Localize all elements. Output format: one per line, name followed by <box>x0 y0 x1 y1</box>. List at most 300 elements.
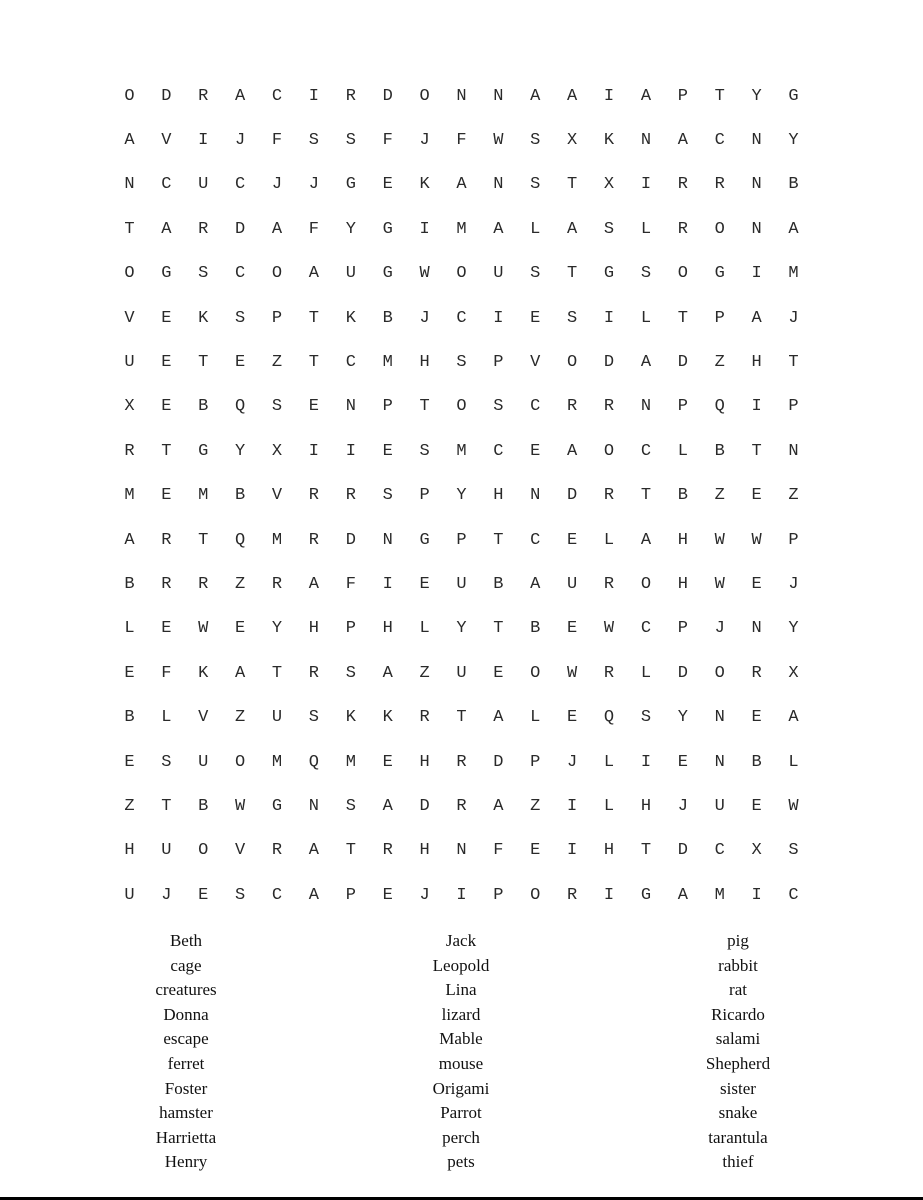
letter-cell: E <box>567 708 578 728</box>
letter-cell: K <box>419 175 430 195</box>
letter-cell: H <box>419 752 430 772</box>
letter-cell: B <box>382 308 393 328</box>
letter-cell: R <box>603 486 615 506</box>
letter-cell: Y <box>345 219 356 239</box>
letter-cell: R <box>567 397 578 417</box>
letter-cell: W <box>714 530 725 550</box>
letter-cell: D <box>419 796 430 816</box>
letter-cell: E <box>530 841 541 861</box>
letter-cell: T <box>198 353 209 373</box>
letter-cell: O <box>677 264 688 284</box>
letter-cell: X <box>603 175 615 195</box>
letter-cell: L <box>603 796 615 816</box>
letter-cell: W <box>714 574 725 594</box>
letter-cell: C <box>235 175 246 195</box>
letter-cell: S <box>198 264 209 284</box>
letter-cell: R <box>198 219 209 239</box>
letter-cell: N <box>640 397 652 417</box>
letter-cell: Q <box>235 397 246 417</box>
letter-cell: E <box>198 885 209 905</box>
letter-cell: O <box>640 574 652 594</box>
letter-cell: U <box>714 796 725 816</box>
letter-cell: N <box>530 486 541 506</box>
letter-cell: Y <box>788 619 799 639</box>
letter-cell: U <box>271 708 283 728</box>
word-list-item: mouse <box>438 1053 484 1073</box>
letter-cell: L <box>530 219 541 239</box>
letter-cell: T <box>456 708 467 728</box>
letter-cell: R <box>308 530 319 550</box>
letter-cell: A <box>640 353 652 373</box>
letter-cell: E <box>382 175 393 195</box>
letter-cell: I <box>345 441 356 461</box>
letter-cell: E <box>751 574 762 594</box>
letter-cell: C <box>493 441 504 461</box>
letter-cell: S <box>567 308 578 328</box>
letter-cell: V <box>198 708 209 728</box>
letter-cell: R <box>271 841 283 861</box>
letter-cell: R <box>714 175 725 195</box>
letter-cell: A <box>271 219 283 239</box>
letter-cell: A <box>640 530 652 550</box>
letter-cell: X <box>567 131 578 151</box>
word-list-item: Lina <box>445 980 477 1000</box>
letter-cell: Y <box>456 619 467 639</box>
word-list-item: cage <box>170 955 202 975</box>
letter-cell: E <box>382 885 393 905</box>
letter-cell: H <box>677 530 688 550</box>
letter-cell: P <box>493 353 504 373</box>
letter-cell: I <box>493 308 504 328</box>
letter-cell: Z <box>788 486 799 506</box>
letter-cell: B <box>677 486 688 506</box>
letter-cell: O <box>530 663 541 683</box>
letter-cell: D <box>161 86 172 106</box>
letter-cell: A <box>308 264 319 284</box>
letter-cell: W <box>235 796 246 816</box>
letter-cell: E <box>124 752 135 772</box>
letter-cell: G <box>603 264 615 284</box>
letter-cell: M <box>382 353 393 373</box>
letter-cell: N <box>493 86 504 106</box>
letter-cell: I <box>640 752 652 772</box>
letter-cell: O <box>603 441 615 461</box>
letter-cell: C <box>640 619 652 639</box>
letter-cell: O <box>714 663 725 683</box>
letter-cell: K <box>198 663 209 683</box>
letter-cell: S <box>493 397 504 417</box>
letter-cell: P <box>530 752 541 772</box>
letter-cell: R <box>308 486 319 506</box>
letter-cell: N <box>345 397 356 417</box>
letter-cell: B <box>493 574 504 594</box>
letter-cell: P <box>493 885 504 905</box>
letter-cell: F <box>161 663 172 683</box>
letter-cell: B <box>198 796 209 816</box>
letter-cell: E <box>567 530 578 550</box>
letter-cell: P <box>677 619 688 639</box>
letter-cell: S <box>308 708 319 728</box>
letter-cell: R <box>345 486 356 506</box>
letter-cell: N <box>640 131 652 151</box>
letter-cell: O <box>198 841 209 861</box>
letter-cell: I <box>751 397 762 417</box>
letter-cell: Z <box>419 663 430 683</box>
word-list-item: Leopold <box>432 955 490 975</box>
letter-cell: N <box>308 796 319 816</box>
letter-cell: B <box>714 441 725 461</box>
letter-cell: N <box>751 175 762 195</box>
letter-cell: O <box>124 86 135 106</box>
letter-cell: B <box>788 175 799 195</box>
letter-cell: G <box>419 530 430 550</box>
letter-cell: P <box>714 308 725 328</box>
letter-cell: R <box>677 175 688 195</box>
word-list-item: lizard <box>441 1004 481 1024</box>
letter-cell: T <box>124 219 135 239</box>
letter-cell: E <box>751 796 762 816</box>
letter-cell: I <box>603 308 615 328</box>
letter-cell: I <box>456 885 467 905</box>
letter-cell: T <box>493 530 504 550</box>
letter-cell: E <box>382 441 393 461</box>
letter-cell: R <box>751 663 762 683</box>
word-list-item: escape <box>163 1029 209 1049</box>
letter-cell: Z <box>235 574 246 594</box>
letter-cell: D <box>382 86 393 106</box>
letter-cell: I <box>567 796 578 816</box>
word-list-item: pig <box>727 931 749 950</box>
letter-cell: C <box>271 86 283 106</box>
letter-cell: S <box>419 441 430 461</box>
letter-cell: S <box>530 175 541 195</box>
letter-cell: N <box>124 175 135 195</box>
letter-cell: Z <box>530 796 541 816</box>
letter-cell: R <box>567 885 578 905</box>
letter-cell: F <box>345 574 356 594</box>
letter-cell: G <box>271 796 283 816</box>
word-list-item: rabbit <box>718 955 758 975</box>
letter-cell: G <box>788 86 799 106</box>
letter-cell: O <box>567 353 578 373</box>
word-list-item: Donna <box>163 1004 209 1024</box>
letter-cell: J <box>788 574 799 594</box>
letter-cell: W <box>603 619 615 639</box>
letter-cell: A <box>161 219 172 239</box>
letter-cell: J <box>419 885 430 905</box>
letter-cell: L <box>677 441 688 461</box>
letter-cell: H <box>640 796 652 816</box>
letter-cell: B <box>751 752 762 772</box>
letter-cell: F <box>456 131 467 151</box>
letter-cell: R <box>677 219 688 239</box>
letter-cell: H <box>677 574 688 594</box>
letter-cell: S <box>308 131 319 151</box>
letter-cell: V <box>530 353 541 373</box>
letter-cell: S <box>345 796 356 816</box>
letter-cell: K <box>382 708 393 728</box>
letter-cell: H <box>493 486 504 506</box>
letter-cell: O <box>456 264 467 284</box>
letter-cell: R <box>345 86 356 106</box>
letter-cell: E <box>161 397 172 417</box>
letter-cell: J <box>788 308 799 328</box>
letter-cell: S <box>640 264 652 284</box>
letter-cell: S <box>235 885 246 905</box>
letter-cell: A <box>308 885 319 905</box>
letter-cell: K <box>603 131 615 151</box>
letter-cell: D <box>345 530 356 550</box>
letter-cell: C <box>235 264 246 284</box>
letter-cell: E <box>530 441 541 461</box>
letter-cell: C <box>530 530 541 550</box>
letter-cell: A <box>567 219 578 239</box>
letter-cell: I <box>603 885 615 905</box>
letter-cell: R <box>603 663 615 683</box>
letter-cell: Y <box>677 708 688 728</box>
letter-cell: E <box>677 752 688 772</box>
letter-cell: T <box>271 663 283 683</box>
letter-cell: U <box>161 841 172 861</box>
letter-cell: A <box>493 708 504 728</box>
letter-cell: C <box>530 397 541 417</box>
letter-cell: N <box>493 175 504 195</box>
letter-cell: O <box>124 264 135 284</box>
word-list-item: snake <box>718 1103 758 1123</box>
letter-cell: G <box>382 219 393 239</box>
letter-cell: Q <box>235 530 246 550</box>
letter-cell: M <box>456 219 467 239</box>
letter-cell: L <box>419 619 430 639</box>
word-list-item: perch <box>442 1127 480 1147</box>
letter-cell: A <box>530 574 541 594</box>
letter-cell: N <box>456 86 467 106</box>
letter-cell: A <box>124 530 135 550</box>
letter-cell: I <box>308 441 319 461</box>
letter-cell: T <box>161 441 172 461</box>
letter-cell: U <box>456 574 467 594</box>
letter-cell: R <box>124 441 135 461</box>
letter-cell: U <box>198 752 209 772</box>
letter-cell: D <box>235 219 246 239</box>
letter-cell: E <box>530 308 541 328</box>
letter-cell: A <box>493 219 504 239</box>
letter-cell: Y <box>456 486 467 506</box>
letter-cell: M <box>271 752 283 772</box>
letter-cell: Z <box>124 796 135 816</box>
letter-cell: J <box>419 131 430 151</box>
letter-cell: S <box>530 264 541 284</box>
letter-cell: O <box>271 264 283 284</box>
letter-cell: U <box>198 175 209 195</box>
letter-cell: E <box>308 397 319 417</box>
letter-cell: T <box>198 530 209 550</box>
letter-cell: R <box>603 397 615 417</box>
letter-cell: M <box>714 885 725 905</box>
letter-cell: C <box>456 308 467 328</box>
letter-cell: R <box>308 663 319 683</box>
letter-cell: L <box>530 708 541 728</box>
letter-cell: A <box>640 86 652 106</box>
word-list-item: Ricardo <box>711 1004 765 1024</box>
letter-cell: N <box>751 619 762 639</box>
letter-cell: G <box>345 175 356 195</box>
letter-cell: N <box>751 219 762 239</box>
puzzle-grid <box>111 74 812 917</box>
letter-cell: E <box>161 619 172 639</box>
letter-cell: E <box>161 308 172 328</box>
word-list-item: rat <box>729 980 747 1000</box>
letter-cell: A <box>530 86 541 106</box>
letter-cell: U <box>456 663 467 683</box>
letter-cell: L <box>124 619 135 639</box>
letter-cell: U <box>124 353 135 373</box>
letter-cell: L <box>603 752 615 772</box>
letter-cell: G <box>714 264 725 284</box>
word-list-item: salami <box>715 1029 761 1049</box>
letter-cell: I <box>567 841 578 861</box>
letter-cell: O <box>530 885 541 905</box>
letter-cell: G <box>640 885 652 905</box>
letter-cell: E <box>124 663 135 683</box>
letter-cell: C <box>345 353 356 373</box>
letter-cell: I <box>751 264 762 284</box>
letter-cell: P <box>677 397 688 417</box>
letter-cell: I <box>640 175 652 195</box>
letter-cell: A <box>567 441 578 461</box>
letter-cell: M <box>788 264 799 284</box>
letter-cell: H <box>751 353 762 373</box>
letter-cell: J <box>419 308 430 328</box>
letter-cell: F <box>493 841 504 861</box>
letter-cell: I <box>419 219 430 239</box>
letter-cell: E <box>235 353 246 373</box>
letter-cell: A <box>308 574 319 594</box>
word-list-item: Shepherd <box>705 1053 771 1073</box>
letter-cell: U <box>345 264 356 284</box>
letter-cell: T <box>308 353 319 373</box>
word-list-column-1 <box>86 929 286 1175</box>
letter-cell: N <box>382 530 393 550</box>
letter-cell: D <box>567 486 578 506</box>
word-list-item: pets <box>447 1152 475 1172</box>
letter-cell: Z <box>235 708 246 728</box>
letter-cell: J <box>235 131 246 151</box>
letter-cell: B <box>124 574 135 594</box>
letter-cell: V <box>271 486 283 506</box>
letter-cell: B <box>530 619 541 639</box>
letter-cell: A <box>124 131 135 151</box>
letter-cell: D <box>677 663 688 683</box>
letter-cell: X <box>271 441 283 461</box>
letter-cell: E <box>235 619 246 639</box>
word-list-item: Jack <box>445 931 477 950</box>
letter-cell: W <box>788 796 799 816</box>
letter-cell: S <box>271 397 283 417</box>
letter-cell: L <box>640 219 652 239</box>
letter-cell: S <box>345 663 356 683</box>
letter-cell: W <box>751 530 762 550</box>
word-list-item: Parrot <box>440 1103 482 1123</box>
letter-cell: E <box>567 619 578 639</box>
letter-cell: Y <box>235 441 246 461</box>
word-list-item: creatures <box>155 980 217 1000</box>
letter-cell: R <box>456 752 467 772</box>
letter-cell: N <box>788 441 799 461</box>
letter-cell: L <box>788 752 799 772</box>
letter-cell: E <box>382 752 393 772</box>
letter-cell: Z <box>714 486 725 506</box>
letter-cell: D <box>677 353 688 373</box>
letter-cell: I <box>382 574 393 594</box>
letter-cell: O <box>235 752 246 772</box>
letter-cell: T <box>493 619 504 639</box>
letter-cell: I <box>603 86 615 106</box>
letter-cell: K <box>345 708 356 728</box>
letter-cell: O <box>419 86 430 106</box>
letter-cell: F <box>308 219 319 239</box>
letter-cell: A <box>235 86 246 106</box>
letter-cell: S <box>530 131 541 151</box>
letter-cell: T <box>161 796 172 816</box>
letter-cell: U <box>124 885 135 905</box>
letter-cell: A <box>308 841 319 861</box>
letter-cell: S <box>345 131 356 151</box>
letter-cell: K <box>198 308 209 328</box>
letter-cell: R <box>161 530 172 550</box>
word-list-item: Origami <box>432 1078 490 1098</box>
letter-cell: C <box>714 131 725 151</box>
letter-cell: M <box>345 752 356 772</box>
letter-cell: Q <box>714 397 725 417</box>
letter-cell: S <box>456 353 467 373</box>
letter-cell: T <box>308 308 319 328</box>
letter-cell: H <box>124 841 135 861</box>
letter-cell: M <box>124 486 135 506</box>
letter-cell: A <box>751 308 762 328</box>
letter-cell: C <box>161 175 172 195</box>
letter-cell: J <box>161 885 172 905</box>
letter-cell: M <box>456 441 467 461</box>
word-list-item: Mable <box>439 1029 483 1049</box>
letter-cell: F <box>271 131 283 151</box>
letter-cell: A <box>788 219 799 239</box>
letter-cell: R <box>271 574 283 594</box>
letter-cell: J <box>308 175 319 195</box>
letter-cell: A <box>493 796 504 816</box>
word-list-item: tarantula <box>708 1127 768 1147</box>
letter-cell: W <box>419 264 430 284</box>
letter-cell: T <box>751 441 762 461</box>
letter-cell: M <box>198 486 209 506</box>
word-list-item: Harrietta <box>155 1127 217 1147</box>
letter-cell: A <box>567 86 578 106</box>
letter-cell: Z <box>271 353 283 373</box>
letter-cell: S <box>382 486 393 506</box>
letter-cell: N <box>751 131 762 151</box>
letter-cell: R <box>198 574 209 594</box>
letter-cell: O <box>456 397 467 417</box>
letter-cell: E <box>161 486 172 506</box>
letter-cell: I <box>198 131 209 151</box>
letter-cell: P <box>788 530 799 550</box>
letter-cell: Y <box>751 86 762 106</box>
letter-cell: A <box>677 885 688 905</box>
letter-cell: C <box>714 841 725 861</box>
letter-cell: A <box>235 663 246 683</box>
letter-cell: X <box>124 397 135 417</box>
letter-cell: T <box>640 486 652 506</box>
